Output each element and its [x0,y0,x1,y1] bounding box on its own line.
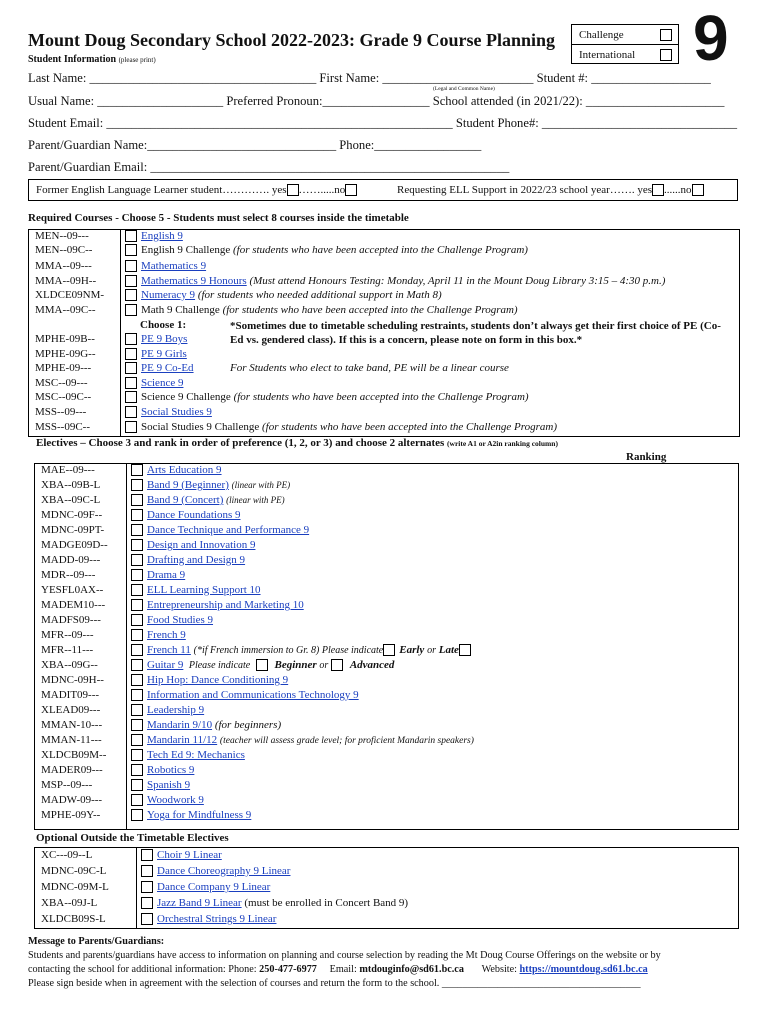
elective-dance-technique[interactable] [131,524,309,536]
course-checkbox[interactable] [131,704,143,716]
message-contact-text: contacting the school for additional information: Phone: [28,964,260,975]
course-checkbox[interactable] [125,289,137,301]
course-checkbox[interactable] [125,391,137,403]
ell-former-yes-checkbox[interactable] [287,184,299,196]
elective-code: XBA--09G-- [41,659,98,671]
course-link[interactable]: Jazz Band 9 Linear [157,897,242,909]
course-pe-girls[interactable] [125,348,187,360]
course-link[interactable]: Tech Ed 9: Mechanics [147,749,245,761]
elective-band-beginner[interactable] [131,479,290,491]
course-checkbox[interactable] [131,644,143,656]
ell-box [28,179,738,201]
required-code: MPHE-09G-- [35,348,96,360]
course-link[interactable]: Mandarin 9/10 [147,719,213,731]
course-link[interactable]: ELL Learning Support 10 [147,584,261,596]
course-link[interactable]: Science 9 [141,377,184,389]
course-checkbox[interactable] [131,509,143,521]
course-pe-boys[interactable] [125,333,187,345]
please-print-note: (please print) [118,56,156,64]
course-checkbox[interactable] [131,659,143,671]
course-checkbox[interactable] [125,244,137,256]
elective-code: MADW-09--- [41,794,103,806]
pe-note: *Sometimes due to timetable scheduling restraints, students don’t always get their first choice of PE (Co-Ed vs. gendered class). If this is a concern, please note on form in this box.* [230,320,721,346]
elective-code: MADD-09--- [41,554,101,566]
early-checkbox[interactable] [383,644,395,656]
challenge-checkbox[interactable] [660,29,672,41]
course-pe-coed[interactable] [125,362,194,374]
parent-name-line[interactable]: Parent/Guardian Name:______________________________ Phone:_________________ [28,138,482,152]
course-math9[interactable] [125,260,206,272]
late-label: Late [438,644,459,656]
course-label: Math 9 Challenge [141,304,220,316]
course-note: (Must attend Honours Testing: Monday, April 11 in the Mount Doug Library 3:15 – 4:30 p.m.) [249,275,666,287]
required-code: MSC--09--- [35,377,88,389]
elective-code: MMAN-11--- [41,734,102,746]
required-code: XLDCE09NM- [35,289,105,301]
electives-code-column [35,464,127,829]
required-code: MPHE-09--- [35,362,92,374]
elective-code: MPHE-09Y-- [41,809,101,821]
advanced-checkbox[interactable] [331,659,343,671]
course-checkbox[interactable] [131,614,143,626]
course-link[interactable]: Band 9 (Concert) [147,494,224,506]
elective-code: MADGE09D-- [41,539,108,551]
ell-requesting-yes-checkbox[interactable] [652,184,664,196]
course-checkbox[interactable] [131,764,143,776]
required-code-column [29,230,121,436]
optional-code: XC---09--L [41,849,93,861]
course-math9h[interactable] [125,275,665,287]
ell-requesting-text: Requesting ELL Support in 2022/23 school year……. yes [397,184,653,196]
course-checkbox[interactable] [131,569,143,581]
course-checkbox[interactable] [141,865,153,877]
course-checkbox[interactable] [125,260,137,272]
elective-code: MSP--09--- [41,779,93,791]
ell-former-text: Former English Language Learner student…………. yes [36,184,287,196]
elective-code: MADER09--- [41,764,103,776]
electives-table [34,463,739,830]
course-science9c[interactable] [125,391,529,403]
ell-requesting-no-text: ......no [664,184,692,196]
elective-woodwork[interactable] [131,794,204,806]
required-heading: Required Courses - Choose 5 - Students must select 8 courses inside the timetable [28,212,409,224]
course-link[interactable]: Guitar 9 [147,659,184,671]
course-checkbox[interactable] [125,377,137,389]
course-checkbox[interactable] [131,794,143,806]
optional-jazz-band[interactable] [141,897,408,909]
student-info-label [28,54,156,65]
school-email[interactable]: mtdouginfo@sd61.bc.ca [359,964,464,975]
course-numeracy9[interactable] [125,289,442,301]
signature-line[interactable]: Please sign beside when in agreement with the selection of courses and return the form to the school. _______________________________________ [28,978,641,989]
optional-code: MDNC-09M-L [41,881,109,893]
required-code: MMA--09H-- [35,275,97,287]
elective-code: XBA--09B-L [41,479,101,491]
course-checkbox[interactable] [131,749,143,761]
ell-former [36,184,357,196]
course-note: (for students who have been accepted into the Challenge Program) [233,391,529,403]
program-box [571,24,679,64]
elective-code: MDNC-09F-- [41,509,103,521]
required-code: MEN--09C-- [35,244,93,256]
course-note: (for students who have been accepted into the Challenge Program) [232,244,528,256]
course-checkbox[interactable] [141,849,153,861]
course-link[interactable]: Information and Communications Technology 9 [147,689,359,701]
band-pe-note: For Students who elect to take band, PE will be a linear course [230,362,509,374]
challenge-label: Challenge [579,28,624,41]
elective-entrepreneurship[interactable] [131,599,304,611]
course-ss9[interactable] [125,406,212,418]
course-checkbox[interactable] [125,304,137,316]
message-website-label: Website: [463,964,520,975]
page-title: Mount Doug Secondary School 2022-2023: Grade 9 Course Planning [28,30,556,50]
elective-robotics[interactable] [131,764,194,776]
elective-food[interactable] [131,614,213,626]
challenge-row [572,25,678,44]
course-note: (for beginners) [214,719,282,731]
course-link[interactable]: Arts Education 9 [147,464,222,476]
beginner-checkbox[interactable] [256,659,268,671]
required-code: MMA--09--- [35,260,92,272]
elective-guitar[interactable] [131,659,394,671]
elective-code: MFR--09--- [41,629,94,641]
course-link[interactable]: Woodwork 9 [147,794,204,806]
elective-code: MFR--11--- [41,644,94,656]
course-note: (must be enrolled in Concert Band 9) [244,897,409,909]
course-link[interactable]: Dance Foundations 9 [147,509,241,521]
course-checkbox[interactable] [131,554,143,566]
course-checkbox[interactable] [125,362,137,374]
electives-heading-note: (write A1 or A2in ranking column) [447,439,558,448]
course-checkbox[interactable] [141,897,153,909]
course-label: English 9 Challenge [141,244,231,256]
course-checkbox[interactable] [125,348,137,360]
elective-leadership[interactable] [131,704,204,716]
course-link[interactable]: French 11 [147,644,191,656]
usual-name-line[interactable]: Usual Name: ____________________ Preferred Pronoun:_________________ School attended (in 2021/22): ______________________ [28,94,725,108]
elective-code: MAE--09--- [41,464,95,476]
required-table [28,229,740,437]
course-english9c[interactable] [125,244,528,256]
international-checkbox[interactable] [660,49,672,61]
course-link[interactable]: Numeracy 9 [141,289,196,301]
course-link[interactable]: Yoga for Mindfulness 9 [147,809,252,821]
elective-code: XBA--09C-L [41,494,101,506]
elective-code: MDR--09--- [41,569,96,581]
elective-drama[interactable] [131,569,185,581]
course-checkbox[interactable] [131,479,143,491]
email-line[interactable]: Student Email: _______________________________________________________ Student Phone#: _______________________________ [28,116,738,130]
course-link[interactable]: Band 9 (Beginner) [147,479,229,491]
course-checkbox[interactable] [131,629,143,641]
course-label: Social Studies 9 Challenge [141,421,260,433]
course-link[interactable]: Mathematics 9 [141,260,207,272]
elective-mandarin11[interactable] [131,734,474,746]
elective-dance-foundations[interactable] [131,509,240,521]
course-checkbox[interactable] [125,421,137,433]
required-code: MEN--09--- [35,230,89,242]
course-link[interactable]: Choir 9 Linear [157,849,222,861]
course-checkbox[interactable] [125,230,137,242]
course-math9c[interactable] [125,304,518,316]
course-link[interactable]: Social Studies 9 [141,406,212,418]
course-link[interactable]: Food Studies 9 [147,614,214,626]
elective-code: XLDCB09M-- [41,749,107,761]
course-checkbox[interactable] [125,275,137,287]
or-label: or [427,645,436,656]
course-checkbox[interactable] [131,584,143,596]
course-note: (linear with PE) [231,480,291,490]
ell-requesting [397,184,704,196]
course-note: (for students who needed additional support in Math 8) [197,289,442,301]
international-row [572,44,678,64]
course-ss9c[interactable] [125,421,557,433]
course-checkbox[interactable] [131,464,143,476]
school-website-link[interactable]: https://mountdoug.sd61.bc.ca [519,964,648,975]
required-code: MMA--09C-- [35,304,96,316]
choose-one-label: Choose 1: [140,319,187,331]
elective-drafting[interactable] [131,554,245,566]
ell-requesting-no-checkbox[interactable] [692,184,704,196]
grade-number: 9 [693,2,729,74]
course-english9[interactable] [125,230,183,242]
electives-heading [36,437,558,449]
elective-arts[interactable] [131,464,222,476]
optional-code: XLDCB09S-L [41,913,106,925]
optional-choir[interactable] [141,849,222,861]
message-email-label: Email: [316,964,360,975]
optional-table [34,847,739,929]
elective-yoga[interactable] [131,809,251,821]
course-note: (for students who have been accepted into the Challenge Program) [222,304,518,316]
elective-code: MDNC-09PT- [41,524,105,536]
course-link[interactable]: Spanish 9 [147,779,191,791]
name-line[interactable]: Last Name: ____________________________________ First Name: ________________________ Student #: ___________________ [28,71,711,85]
elective-mandarin9[interactable] [131,719,281,731]
message-line-1: Students and parents/guardians have access to information on planning and course selection by reading the Mt Doug Course Offerings on the website or by [28,950,661,961]
course-checkbox[interactable] [125,406,137,418]
course-link[interactable]: Entrepreneurship and Marketing 10 [147,599,304,611]
elective-band-concert[interactable] [131,494,285,506]
course-checkbox[interactable] [131,599,143,611]
parent-email-line[interactable]: Parent/Guardian Email: _________________________________________________________ [28,160,510,174]
course-link[interactable]: Leadership 9 [147,704,205,716]
course-checkbox[interactable] [131,734,143,746]
elective-code: MADIT09--- [41,689,100,701]
course-link[interactable]: Robotics 9 [147,764,195,776]
course-link[interactable]: Dance Technique and Performance 9 [147,524,310,536]
course-link[interactable]: Hip Hop: Dance Conditioning 9 [147,674,289,686]
optional-heading: Optional Outside the Timetable Electives [36,832,229,844]
course-link[interactable]: English 9 [141,230,183,242]
course-checkbox[interactable] [131,524,143,536]
required-code: MSC--09C-- [35,391,92,403]
course-link[interactable]: Dance Choreography 9 Linear [157,865,291,877]
course-note: Please indicate [188,660,251,671]
course-link[interactable]: Drama 9 [147,569,186,581]
international-label: International [579,48,636,61]
elective-code: MMAN-10--- [41,719,103,731]
electives-heading-text: Electives – Choose 3 and rank in order of preference (1, 2, or 3) and choose 2 alternates [36,437,445,449]
course-link[interactable]: French 9 [147,629,186,641]
or-label: or [319,660,329,671]
elective-code: XLEAD09--- [41,704,101,716]
course-science9[interactable] [125,377,183,389]
elective-design[interactable] [131,539,255,551]
elective-code: MDNC-09H-- [41,674,104,686]
course-checkbox[interactable] [131,494,143,506]
course-link[interactable]: Drafting and Design 9 [147,554,246,566]
course-note: (for students who have been accepted into the Challenge Program) [261,421,557,433]
course-label: Science 9 Challenge [141,391,231,403]
elective-ell[interactable] [131,584,261,596]
course-checkbox[interactable] [141,881,153,893]
optional-choreography[interactable] [141,865,290,877]
course-link[interactable]: Design and Innovation 9 [147,539,256,551]
elective-spanish[interactable] [131,779,190,791]
optional-code: XBA--09J-L [41,897,98,909]
course-link[interactable]: Dance Company 9 Linear [157,881,271,893]
advanced-label: Advanced [349,659,395,671]
elective-french11[interactable] [131,644,475,656]
ell-former-no-text: …….....no [298,184,346,196]
elective-french9[interactable] [131,629,186,641]
course-note: (*if French immersion to Gr. 8) Please indicate [193,645,384,656]
required-code: MSS--09C-- [35,421,91,433]
elective-code: YESFL0AX-- [41,584,104,596]
course-checkbox[interactable] [131,719,143,731]
elective-code: MADEM10--- [41,599,106,611]
course-checkbox[interactable] [131,809,143,821]
beginner-label: Beginner [274,659,317,671]
elective-teched[interactable] [131,749,245,761]
course-note: (linear with PE) [226,495,285,505]
required-code: MSS--09--- [35,406,87,418]
early-label: Early [399,644,425,656]
elective-hiphop[interactable] [131,674,288,686]
optional-dance-company[interactable] [141,881,270,893]
course-link[interactable]: PE 9 Boys [141,333,188,345]
ranking-heading: Ranking [626,451,667,463]
course-checkbox[interactable] [131,674,143,686]
elective-code: MADFS09--- [41,614,101,626]
course-link[interactable]: Mandarin 11/12 [147,734,218,746]
course-checkbox[interactable] [131,779,143,791]
elective-ict[interactable] [131,689,359,701]
course-link[interactable]: Mathematics 9 Honours [141,275,247,287]
required-code: MPHE-09B-- [35,333,95,345]
late-checkbox[interactable] [459,644,471,656]
student-info-text: Student Information [28,54,117,65]
course-checkbox[interactable] [131,539,143,551]
course-link[interactable]: Orchestral Strings 9 Linear [157,913,277,925]
message-heading: Message to Parents/Guardians: [28,936,165,947]
message-line-2 [28,964,648,975]
school-phone: 250-477-6977 [259,964,317,975]
optional-orchestral[interactable] [141,913,276,925]
course-checkbox[interactable] [131,689,143,701]
course-link[interactable]: PE 9 Girls [141,348,187,360]
optional-code: MDNC-09C-L [41,865,107,877]
course-checkbox[interactable] [141,913,153,925]
legal-name-note: (Legal and Common Name) [433,86,495,92]
optional-code-column [35,848,137,928]
course-note: (teacher will assess grade level; for proficient Mandarin speakers) [219,736,474,746]
course-checkbox[interactable] [125,333,137,345]
ell-former-no-checkbox[interactable] [345,184,357,196]
course-link[interactable]: PE 9 Co-Ed [141,362,194,374]
